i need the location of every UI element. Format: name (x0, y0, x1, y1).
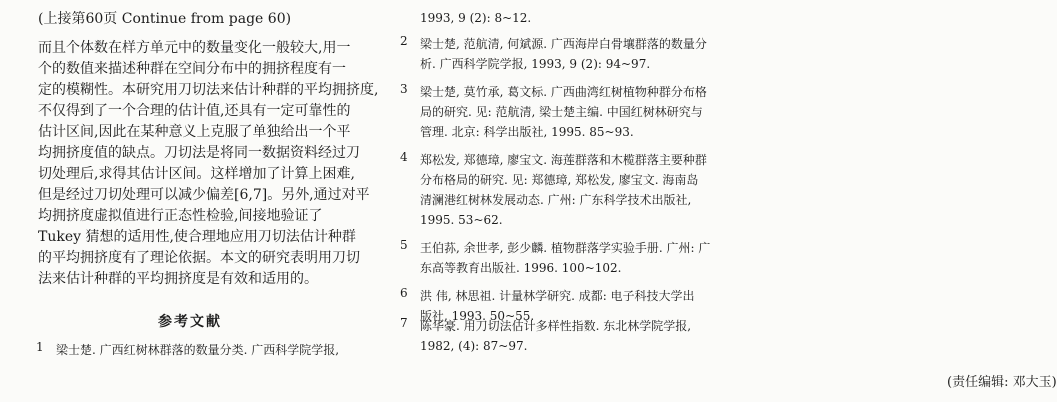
reference-number: 2 (400, 34, 408, 48)
body-line: 的平均拥挤度有了理论依据。本文的研究表明用刀切 (38, 250, 360, 266)
reference-line: 陈华豪. 用刀切法估计多样性指数. 东北林学院学报, (420, 319, 692, 333)
reference-number: 4 (400, 150, 408, 164)
reference-line: 析. 广西科学院学报, 1993, 9 (2): 94~97. (420, 57, 651, 71)
reference-number: 6 (400, 286, 408, 300)
body-line: 估计区间,因此在某种意义上克服了单独给出一个平 (38, 124, 351, 140)
reference-line: 梁士楚, 范航清, 何斌源. 广西海岸白骨壤群落的数量分 (420, 37, 707, 51)
reference-line: 版社, 1993. 50~55. (420, 309, 535, 323)
body-text (38, 38, 379, 290)
reference-line: 1982, (4): 87~97. (420, 339, 528, 353)
reference-number: 7 (400, 316, 408, 330)
reference-line: 东高等教育出版社. 1996. 100~102. (420, 261, 622, 275)
reference-line: 1993, 9 (2): 8~12. (420, 11, 532, 25)
reference-line: 梁士楚. 广西红树林群落的数量分类. 广西科学院学报, (56, 343, 340, 357)
reference-line: 王伯荪, 余世孝, 彭少麟. 植物群落学实验手册. 广州: 广 (420, 241, 711, 255)
reference-number: 5 (400, 238, 408, 252)
editor-credit: (责任编辑: 邓大玉) (947, 375, 1057, 390)
continue-note: (上接第60页 Continue from page 60) (38, 11, 292, 27)
body-line: 定的模糊性。本研究用刀切法来估计种群的平均拥挤度, (38, 82, 379, 98)
body-line: 不仅得到了一个合理的估计值,还具有一定可靠性的 (38, 103, 351, 119)
body-line: 而且个体数在样方单元中的数量变化一般较大,用一 (38, 40, 351, 56)
reference-line: 局的研究. 见: 范航清, 梁士楚主编. 中国红树林研究与 (420, 105, 703, 119)
reference-line: 郑松发, 郑德璋, 廖宝文. 海莲群落和木榄群落主要种群 (420, 153, 707, 167)
references-heading: 参考文献 (158, 314, 222, 330)
reference-line: 管理. 北京: 科学出版社, 1995. 85~93. (420, 125, 634, 139)
reference-line: 1995. 53~62. (420, 213, 503, 227)
reference-line: 清澜港红树林发展动态. 广州: 广东科学技术出版社, (420, 193, 692, 207)
body-line: Tukey 猜想的适用性,使合理地应用刀切法估计种群 (38, 229, 356, 245)
reference-line: 洪 伟, 林思祖. 计量林学研究. 成都: 电子科技大学出 (420, 289, 695, 303)
body-line: 法来估计种群的平均拥挤度是有效和适用的。 (38, 271, 318, 287)
reference-line: 分布格局的研究. 见: 郑德璋, 郑松发, 廖宝文. 海南岛 (420, 173, 699, 187)
body-line: 但是经过刀切处理可以减少偏差[6,7]。另外,通过对平 (38, 187, 370, 203)
body-line: 切处理后,求得其估计区间。这样增加了计算上困难, (38, 166, 355, 182)
body-line: 个的数值来描述种群在空间分布中的拥挤程度有一 (38, 61, 346, 77)
reference-number: 1 (36, 340, 44, 354)
reference-line: 梁士楚, 莫竹承, 葛文标. 广西曲湾红树植物种群分布格 (420, 85, 707, 99)
body-line: 均拥挤度虚拟值进行正态性检验,间接地验证了 (38, 208, 323, 224)
reference-number: 3 (400, 82, 408, 96)
body-line: 均拥挤度值的缺点。刀切法是将同一数据资料经过刀 (38, 145, 360, 161)
